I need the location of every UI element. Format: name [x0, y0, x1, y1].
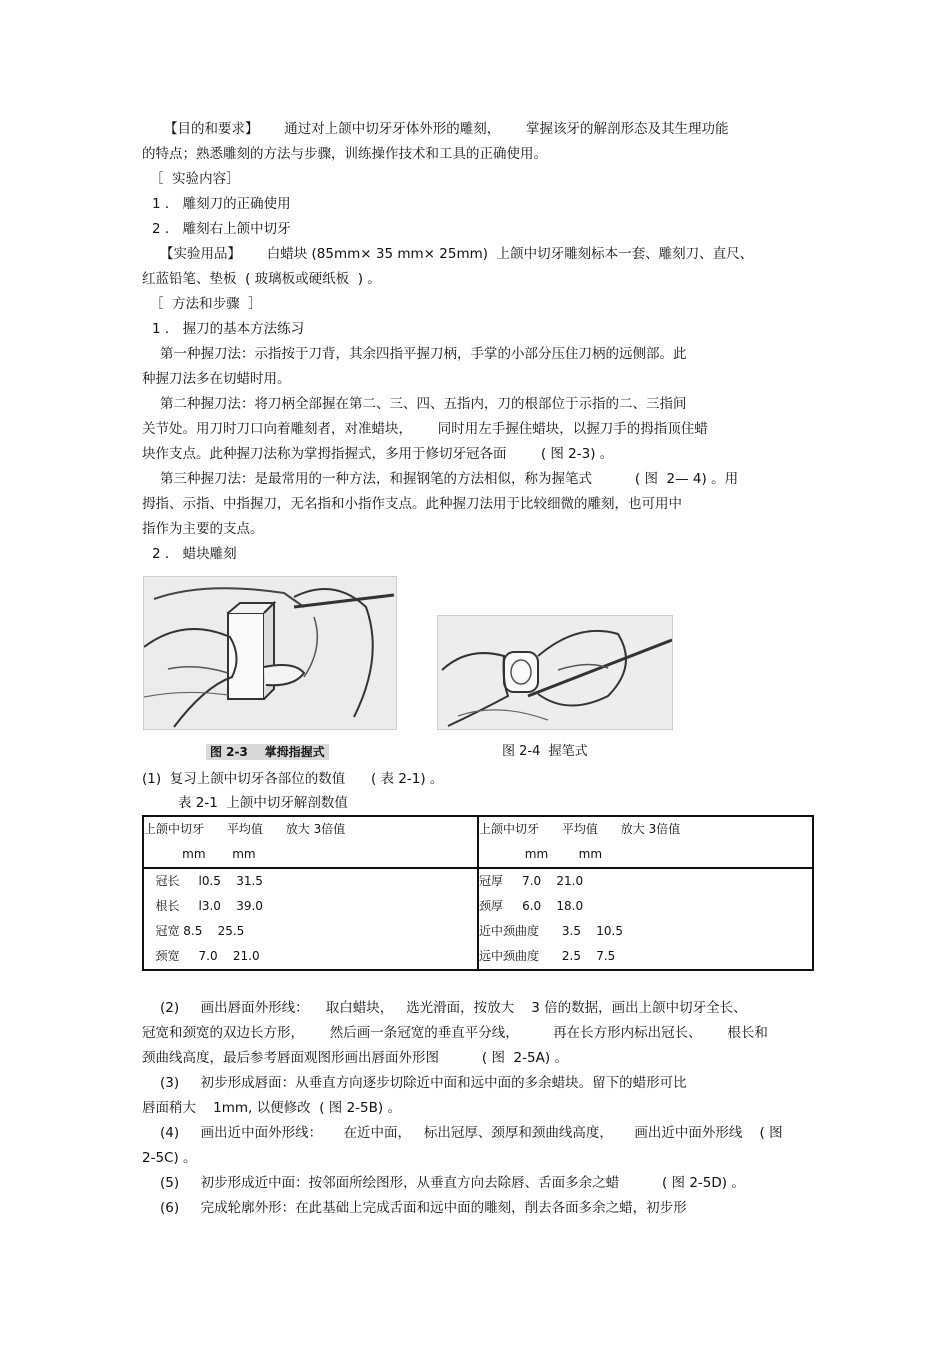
grip3-line-3: 指作为主要的支点。 [142, 521, 264, 537]
step-3-line-2: 唇面稍大 1mm, 以便修改 ( 图 2-5B) 。 [142, 1100, 401, 1116]
figure-2-3-caption: 图 2-3 掌拇指握式 [206, 744, 329, 760]
table-row: 冠长 l0.5 31.5 [144, 874, 263, 888]
table-row: 冠厚 7.0 21.0 [479, 874, 584, 888]
step-4-line-1: (4) 画出近中面外形线： 在近中面， 标出冠厚、颈厚和颈曲线高度， 画出近中面外形线 ( 图 [160, 1125, 783, 1141]
step-2-line-3: 颈曲线高度，最后参考唇面观图形画出唇面外形图 ( 图 2-5A) 。 [142, 1050, 568, 1066]
grip2-line-1: 第二种握刀法：将刀柄全部握在第二、三、四、五指内，刀的根部位于示指的二、三指间 [160, 396, 687, 412]
step-2-line-1: (2) 画出唇面外形线： 取白蜡块， 选光滑面，按放大 3 倍的数据，画出上颌中切牙全长、 [160, 1000, 747, 1016]
grip3-line-2: 拇指、示指、中指握刀，无名指和小指作支点。此种握刀法用于比较细微的雕刻，也可用中 [142, 496, 682, 512]
figure-2-4-caption: 图 2-4 握笔式 [502, 744, 588, 759]
supplies-line-2: 红蓝铅笔、垫板 ( 玻璃板或硬纸板 ) 。 [142, 271, 381, 287]
grip3-line-1: 第三种握刀法：是最常用的一种方法，和握钢笔的方法相似，称为握笔式 ( 图 2— 4) 。用 [160, 471, 739, 487]
figure-2-4-illustration [437, 615, 673, 730]
table-row: 近中颈曲度 3.5 10.5 [479, 924, 623, 938]
grip2-line-3: 块作支点。此种握刀法称为掌拇指握式，多用于修切牙冠各面 ( 图 2-3) 。 [142, 446, 614, 462]
figure-2-3-illustration [143, 576, 397, 730]
anatomy-table [142, 815, 814, 971]
step-5-line: (5) 初步形成近中面：按邻面所绘图形，从垂直方向去除唇、舌面多余之蜡 ( 图 2-5D) 。 [160, 1175, 745, 1191]
header-label-left: 上颌中切牙 平均值 放大 3倍值 [144, 822, 346, 836]
step-6-line: (6) 完成轮廓外形：在此基础上完成舌面和远中面的雕刻，削去各面多余之蜡，初步形 [160, 1200, 687, 1216]
content-item-2: 2 ． 雕刻右上颌中切牙 [152, 221, 291, 237]
method-item-2: 2 ． 蜡块雕刻 [152, 546, 237, 562]
table-title: 表 2-1 上颌中切牙解剖数值 [178, 795, 348, 811]
table-row: 冠宽 8.5 25.5 [144, 924, 245, 938]
purpose-line-2: 的特点；熟悉雕刻的方法与步骤，训练操作技术和工具的正确使用。 [142, 146, 547, 162]
table-row: 颈宽 7.0 21.0 [144, 949, 260, 963]
grip1-line-2: 种握刀法多在切蜡时用。 [142, 371, 291, 387]
method-item-1: 1 ． 握刀的基本方法练习 [152, 321, 305, 337]
content-item-1: 1 ． 雕刻刀的正确使用 [152, 196, 291, 212]
table-body-row [143, 868, 813, 970]
table-body-left [143, 868, 478, 970]
step-4-line-2: 2-5C) 。 [142, 1150, 197, 1166]
header-units-left: mm mm [144, 847, 256, 861]
table-header-left [143, 816, 478, 868]
grip1-line-1: 第一种握刀法：示指按于刀背，其余四指平握刀柄，手掌的小部分压住刀柄的远侧部。此 [160, 346, 687, 362]
grip2-line-2: 关节处。用刀时刀口向着雕刻者，对准蜡块， 同时用左手握住蜡块，以握刀手的拇指顶住蜡 [142, 421, 708, 437]
step-3-line-1: (3) 初步形成唇面：从垂直方向逐步切除近中面和远中面的多余蜡块。留下的蜡形可比 [160, 1075, 687, 1091]
step-2-line-2: 冠宽和颈宽的双边长方形， 然后画一条冠宽的垂直平分线， 再在长方形内标出冠长、 根长和 [142, 1025, 768, 1041]
header-units-right: mm mm [479, 847, 603, 861]
table-row: 远中颈曲度 2.5 7.5 [479, 949, 616, 963]
palm-thumb-grip-drawing [144, 577, 396, 729]
method-heading: ［ 方法和步骤 ］ [150, 296, 262, 312]
table-row: 根长 l3.0 39.0 [144, 899, 263, 913]
table-body-right [478, 868, 813, 970]
table-header-right [478, 816, 813, 868]
header-label-right: 上颌中切牙 平均值 放大 3倍值 [479, 822, 681, 836]
table-row: 颈厚 6.0 18.0 [479, 899, 584, 913]
supplies-line-1: 【实验用品】 白蜡块 (85mm× 35 mm× 25mm) 上颌中切牙雕刻标本一套、雕刻刀、直尺、 [160, 246, 754, 262]
purpose-line-1: 【目的和要求】 通过对上颌中切牙牙体外形的雕刻， 掌握该牙的解剖形态及其生理功能 [164, 121, 729, 137]
step-1-line: (1) 复习上颌中切牙各部位的数值 ( 表 2-1) 。 [142, 771, 444, 787]
table-header-row [143, 816, 813, 868]
pen-grip-drawing [438, 616, 672, 729]
content-heading: ［ 实验内容］ [150, 171, 240, 187]
